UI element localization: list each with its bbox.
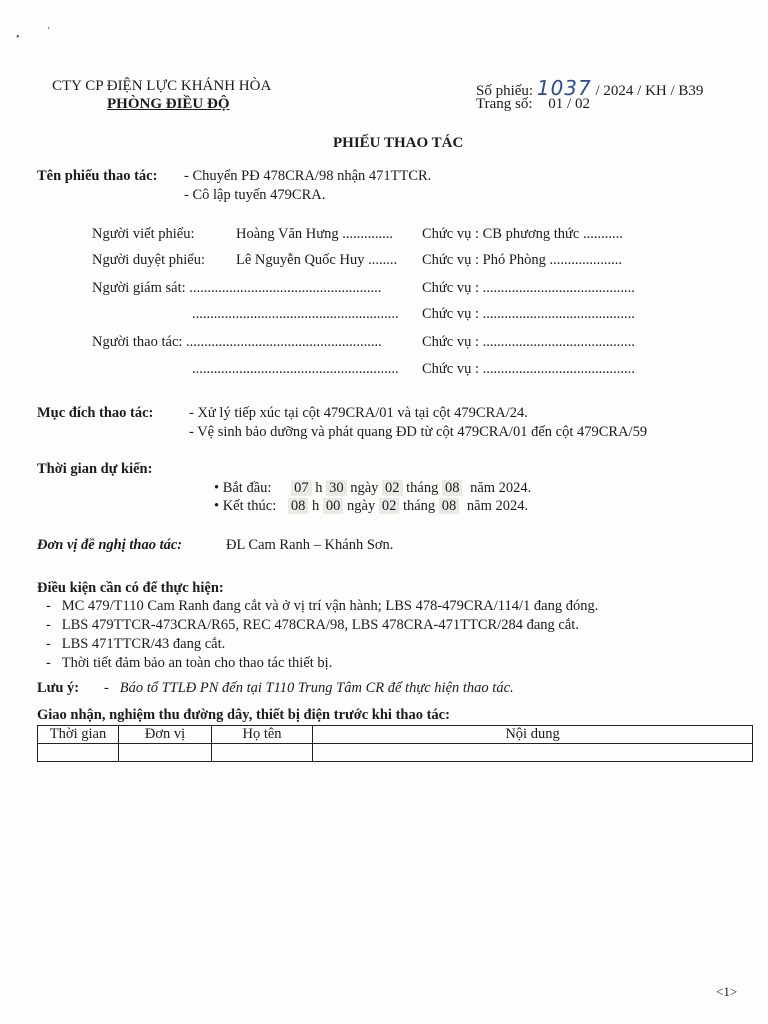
- ticket-name-line-1: - Chuyển PĐ 478CRA/98 nhận 471TTCR.: [184, 168, 432, 184]
- table-cell: [212, 744, 313, 762]
- page-number: [476, 96, 590, 113]
- end-minute: 00: [323, 498, 344, 514]
- writer-position: Chức vụ : CB phương thức ...........: [422, 226, 623, 242]
- schedule-label: Thời gian dự kiến:: [37, 461, 153, 477]
- operator-label: Người thao tác: ......................................................: [92, 334, 382, 350]
- document-title: PHIẾU THAO TÁC: [333, 135, 464, 151]
- start-minute: 30: [326, 480, 347, 496]
- column-header: Đơn vị: [119, 726, 212, 744]
- end-year: năm 2024.: [466, 498, 529, 514]
- condition-item-text: MC 479/T110 Cam Ranh đang cắt và ở vị trí vận hành; LBS 478-479CRA/114/1 đang đóng.: [61, 598, 599, 614]
- table-cell: [119, 744, 212, 762]
- approver-name: Lê Nguyễn Quốc Huy ........: [236, 252, 398, 268]
- approver-label: Người duyệt phiếu:: [92, 252, 205, 268]
- approver-name-value: Lê Nguyễn Quốc Huy: [236, 252, 365, 268]
- start-ngay: ngày: [350, 480, 379, 496]
- column-header: Họ tên: [212, 726, 313, 744]
- writer-name-value: Hoàng Văn Hưng: [236, 226, 339, 242]
- condition-item-text: LBS 479TTCR-473CRA/R65, REC 478CRA/98, LBS 478CRA-471TTCR/284 đang cắt.: [61, 617, 579, 633]
- ticket-number-label: Số phiếu:: [476, 83, 534, 99]
- note-text: - Báo tổ TTLĐ PN đến tại T110 Trung Tâm CR để thực hiện thao tác.: [104, 680, 514, 696]
- note-label: Lưu ý:: [37, 680, 80, 696]
- start-day: 02: [382, 480, 403, 496]
- ticket-name-label: Tên phiếu thao tác:: [37, 168, 158, 184]
- writer-label: Người viết phiếu:: [92, 226, 195, 242]
- page-number-label: Trang số:: [476, 96, 533, 112]
- writer-name: Hoàng Văn Hưng ..............: [236, 226, 394, 242]
- supervisor-position: Chức vụ : ..........................................: [422, 280, 635, 296]
- condition-item: - Thời tiết đảm bảo an toàn cho thao tác thiết bị.: [46, 655, 333, 671]
- purpose-line-1: - Xử lý tiếp xúc tại cột 479CRA/01 và tại cột 479CRA/24.: [189, 405, 528, 421]
- ticket-name-line-2: - Cô lập tuyến 479CRA.: [184, 187, 326, 203]
- approver-position-value: Phó Phòng: [482, 252, 546, 268]
- department-name: PHÒNG ĐIỀU ĐỘ: [107, 96, 230, 112]
- condition-item-text: Thời tiết đảm bảo an toàn cho thao tác thiết bị.: [61, 655, 333, 671]
- supervisor-position-2: Chức vụ : ..........................................: [422, 306, 635, 322]
- end-ngay: ngày: [347, 498, 376, 514]
- ticket-number-suffix: / 2024 / KH / B39: [595, 83, 704, 99]
- operator-line-2: .........................................................: [192, 361, 399, 377]
- supervisor-position-label-2: Chức vụ :: [422, 306, 479, 322]
- writer-position-label: Chức vụ :: [422, 226, 479, 242]
- supervisor-line-2: .........................................................: [192, 306, 399, 322]
- condition-item: - LBS 471TTCR/43 đang cắt.: [46, 636, 226, 652]
- start-h: h: [315, 480, 323, 496]
- end-day: 02: [379, 498, 400, 514]
- writer-position-value: CB phương thức: [482, 226, 580, 242]
- condition-item-text: LBS 471TTCR/43 đang cắt.: [61, 636, 226, 652]
- schedule-start: [214, 480, 531, 497]
- end-hour: 08: [288, 498, 309, 514]
- column-header: Thời gian: [38, 726, 119, 744]
- schedule-end: [214, 498, 528, 515]
- column-header: Nội dung: [313, 726, 753, 744]
- operator-label-text: Người thao tác:: [92, 334, 183, 350]
- scan-mark: •: [16, 32, 20, 43]
- note-text-value: Báo tổ TTLĐ PN đến tại T110 Trung Tâm CR để thực hiện thao tác.: [119, 680, 514, 696]
- conditions-label: Điều kiện cần có để thực hiện:: [37, 580, 224, 596]
- end-thang: tháng: [402, 498, 436, 514]
- table-cell: [38, 744, 119, 762]
- operator-position-2: Chức vụ : ..........................................: [422, 361, 635, 377]
- purpose-line-2: - Vệ sinh bảo dưỡng và phát quang ĐD từ cột 479CRA/01 đến cột 479CRA/59: [189, 424, 648, 440]
- handover-header-row: [38, 726, 753, 744]
- page-marker: <1>: [716, 984, 738, 999]
- purpose-label: Mục đích thao tác:: [37, 405, 154, 421]
- page-number-value: 01 / 02: [548, 96, 590, 112]
- company-name: CTY CP ĐIỆN LỰC KHÁNH HÒA: [52, 78, 272, 94]
- start-label: • Bắt đầu:: [214, 480, 272, 496]
- operator-position-label: Chức vụ :: [422, 334, 479, 350]
- handover-table: [37, 725, 753, 762]
- scan-mark: ʼ: [47, 26, 51, 37]
- ticket-number-handwritten: 1037: [536, 76, 592, 100]
- condition-item: - LBS 479TTCR-473CRA/R65, REC 478CRA/98, LBS 478CRA-471TTCR/284 đang cắt.: [46, 617, 579, 633]
- supervisor-position-label: Chức vụ :: [422, 280, 479, 296]
- supervisor-label: Người giám sát: .....................................................: [92, 280, 382, 296]
- approver-position: Chức vụ : Phó Phòng ....................: [422, 252, 623, 268]
- start-hour: 07: [291, 480, 312, 496]
- requester-value: ĐL Cam Ranh – Khánh Sơn.: [226, 537, 394, 553]
- operator-position: Chức vụ : ..........................................: [422, 334, 635, 350]
- start-thang: tháng: [406, 480, 439, 496]
- end-h: h: [312, 498, 320, 514]
- approver-position-label: Chức vụ :: [422, 252, 479, 268]
- end-month: 08: [439, 498, 460, 514]
- start-month: 08: [442, 480, 463, 496]
- operator-position-label-2: Chức vụ :: [422, 361, 479, 377]
- supervisor-label-text: Người giám sát:: [92, 280, 186, 296]
- handover-label: Giao nhận, nghiệm thu đường dây, thiết bị điện trước khi thao tác:: [37, 707, 450, 723]
- end-label: • Kết thúc:: [214, 498, 277, 514]
- table-cell: [313, 744, 753, 762]
- condition-item: - MC 479/T110 Cam Ranh đang cắt và ở vị trí vận hành; LBS 478-479CRA/114/1 đang đóng.: [46, 598, 599, 614]
- start-year: năm 2024.: [470, 480, 532, 496]
- requester-label: Đơn vị đề nghị thao tác:: [37, 537, 183, 553]
- table-row: [38, 744, 753, 762]
